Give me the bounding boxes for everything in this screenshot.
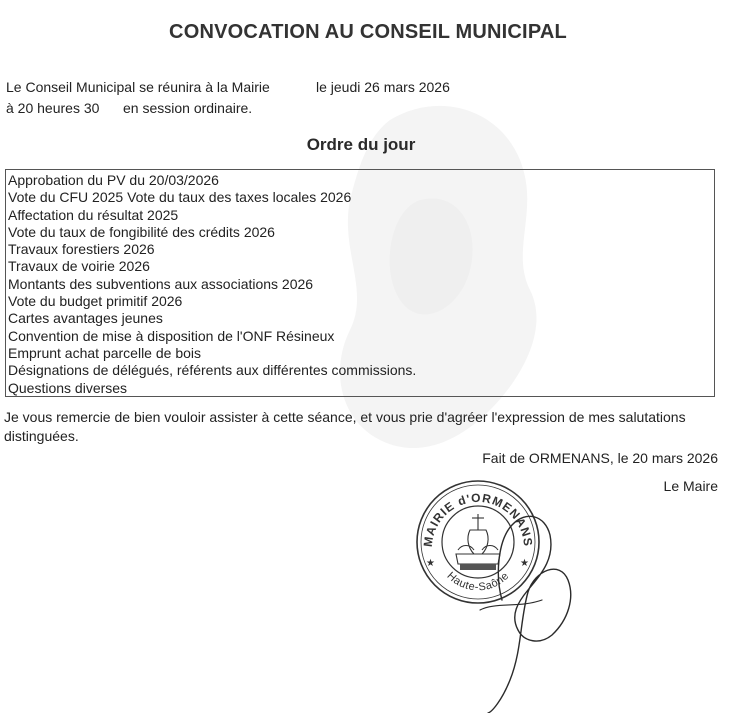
agenda-item: Travaux de voirie 2026	[8, 258, 150, 275]
svg-text:★: ★	[426, 558, 435, 569]
agenda-item: Emprunt achat parcelle de bois	[8, 344, 201, 361]
intro-time: à 20 heures 30	[6, 100, 100, 116]
agenda-item: Cartes avantages jeunes	[8, 310, 163, 327]
stamp-top-text: MAIRIE d'ORMENANS	[420, 490, 536, 548]
agenda-item: Désignations de délégués, référents aux différentes commissions.	[8, 362, 417, 379]
agenda-title: Ordre du jour	[306, 135, 416, 154]
agenda-item: Travaux forestiers 2026	[8, 241, 155, 258]
place-date: Fait de ORMENANS, le 20 mars 2026	[482, 450, 718, 466]
closing-paragraph: Je vous remercie de bien vouloir assister à cette séance, et vous prie d'agréer l'expression de mes salutations distinguées.	[4, 409, 686, 444]
svg-text:★: ★	[520, 558, 529, 569]
stamp-bottom-text: Haute-Saône	[444, 569, 512, 594]
mayor-signature-icon	[440, 480, 590, 713]
agenda-item: Vote du taux de fongibilité des crédits 2026	[8, 223, 275, 240]
agenda-item: Vote du budget primitif 2026	[8, 293, 183, 310]
intro-session: en session ordinaire.	[123, 100, 253, 116]
page-title: CONVOCATION AU CONSEIL MUNICIPAL	[169, 21, 567, 43]
agenda-item: Vote du CFU 2025 Vote du taux des taxes locales 2026	[8, 189, 352, 206]
agenda-box	[5, 169, 715, 397]
agenda-item: Questions diverses	[8, 379, 128, 396]
agenda-item: Montants des subventions aux associations 2026	[8, 275, 314, 292]
agenda-item: Affectation du résultat 2025	[8, 206, 179, 223]
signer-title: Le Maire	[663, 478, 718, 494]
intro-location: Le Conseil Municipal se réunira à la Mairie	[6, 79, 270, 95]
agenda-item: Approbation du PV du 20/03/2026	[8, 172, 219, 188]
intro-date: le jeudi 26 mars 2026	[316, 79, 450, 95]
agenda-item: Convention de mise à disposition de l'ONF Résineux	[8, 327, 335, 344]
